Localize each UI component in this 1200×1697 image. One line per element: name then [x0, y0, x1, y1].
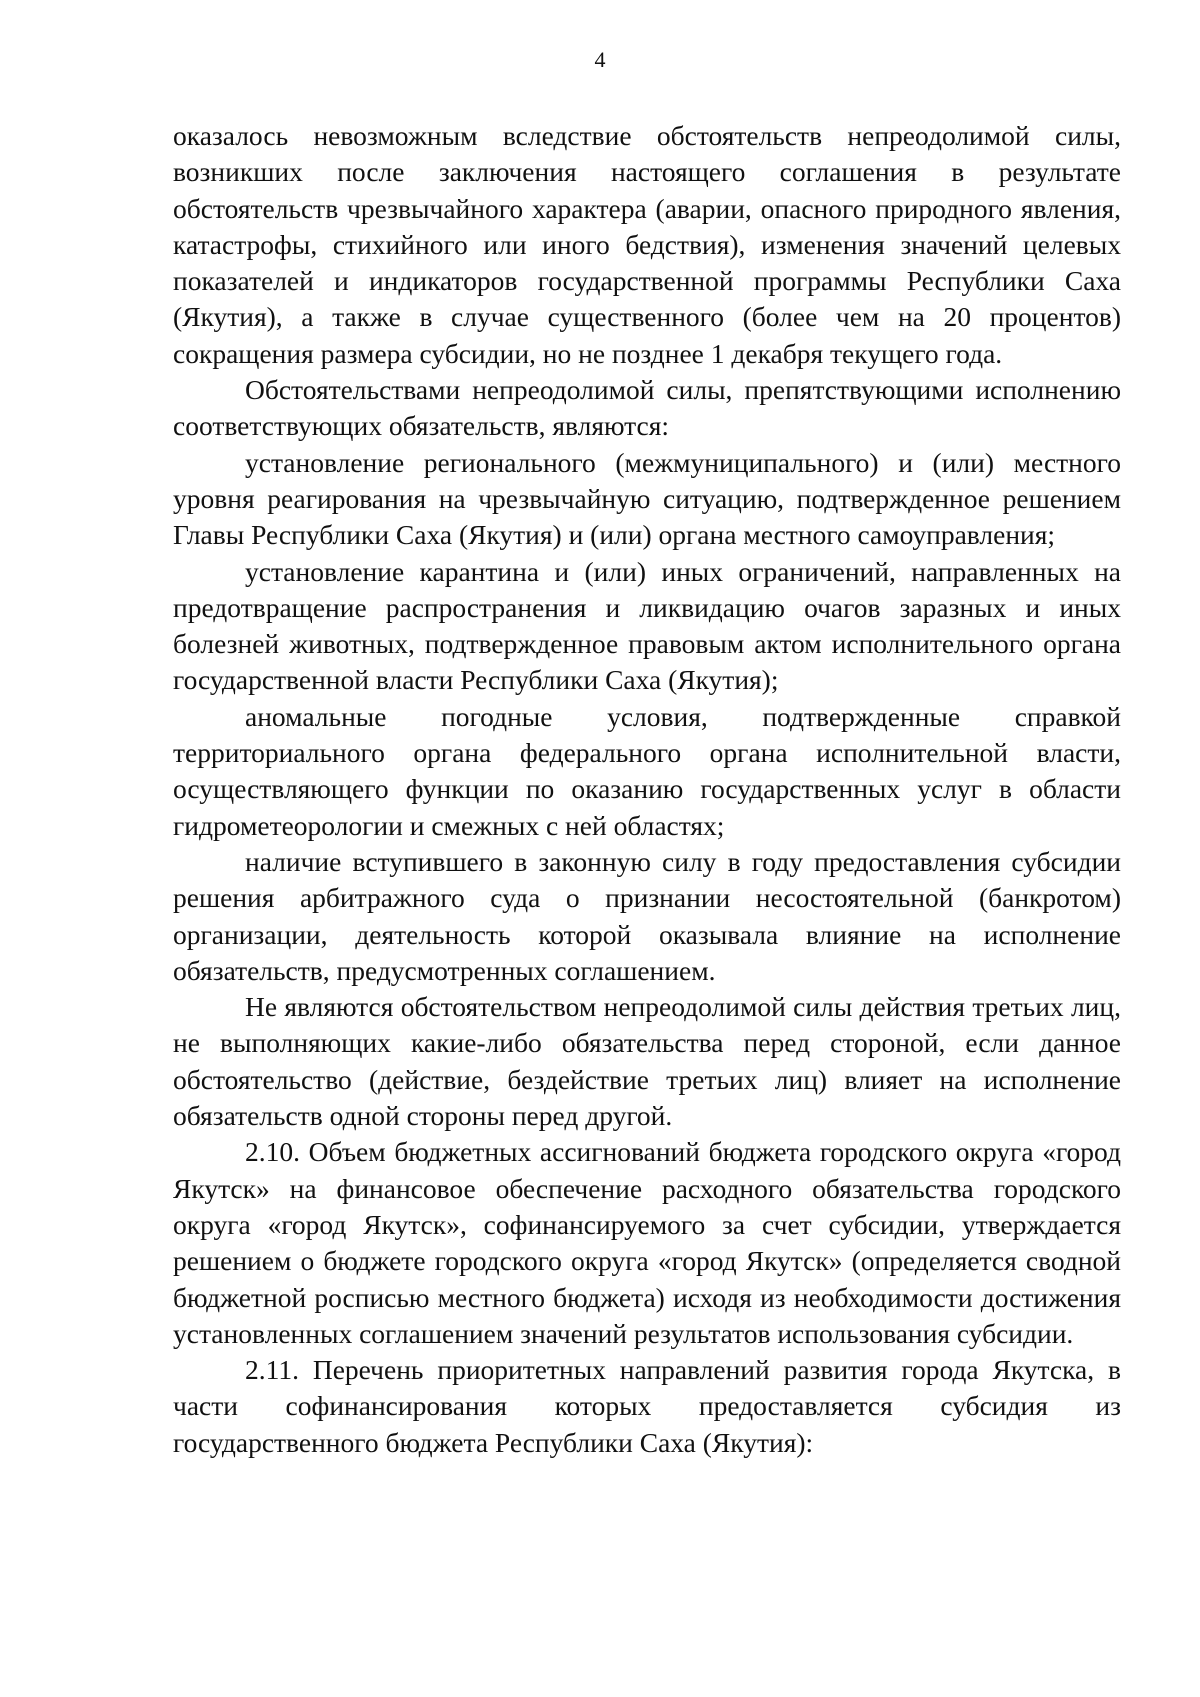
document-body — [173, 118, 1121, 1461]
paragraph-section-2-11: 2.11. Перечень приоритетных направлений развития города Якутска, в части софинансирования которых предоставляется субсидия из государственного бюджета Республики Саха (Якутия): — [173, 1354, 1121, 1458]
paragraph-emergency-response: установление регионального (межмуниципального) и (или) местного уровня реагирования на чрезвычайную ситуацию, подтвержденное решением Главы Республики Саха (Якутия) и (или) органа местного самоуправления; — [173, 446, 1121, 551]
paragraph-quarantine: установление карантина и (или) иных ограничений, направленных на предотвращение распространения и ликвидацию очагов заразных и иных болезней животных, подтвержденное правовым актом исполнительного органа государственной власти Республики Саха (Якутия); — [173, 555, 1121, 696]
paragraph-weather-conditions: аномальные погодные условия, подтвержденные справкой территориального органа федерального органа исполнительной власти, осуществляющего функции по оказанию государственных услуг в области гидрометеорологии и смежных с ней областях; — [173, 700, 1121, 841]
paragraph-force-majeure-continuation: оказалось невозможным вследствие обстоятельств непреодолимой силы, возникших после заключения настоящего соглашения в результате обстоятельств чрезвычайного характера (аварии, опасного природного явления, катастрофы, стихийного или иного бедствия), изменения значений целевых показателей и индикаторов государственной программы Республики Саха (Якутия), а также в случае существенного (более чем на 20 процентов) сокращения размера субсидии, но не позднее 1 декабря текущего года. — [173, 120, 1121, 369]
paragraph-section-2-10: 2.10. Объем бюджетных ассигнований бюджета городского округа «город Якутск» на финансовое обеспечение расходного обязательства городского округа «город Якутск», софинансируемого за счет субсидии, утверждается решением о бюджете городского округа «город Якутск» (определяется сводной бюджетной росписью местного бюджета) исходя из необходимости достижения установленных соглашением значений результатов использования субсидии. — [173, 1136, 1121, 1349]
page-number: 4 — [594, 47, 606, 72]
paragraph-force-majeure-definition: Обстоятельствами непреодолимой силы, препятствующими исполнению соответствующих обязательств, являются: — [173, 374, 1121, 442]
paragraph-bankruptcy: наличие вступившего в законную силу в году предоставления субсидии решения арбитражного суда о признании несостоятельной (банкротом) организации, деятельность которой оказывала влияние на исполнение обязательств, предусмотренных соглашением. — [173, 845, 1121, 986]
paragraph-third-parties: Не являются обстоятельством непреодолимой силы действия третьих лиц, не выполняющих какие-либо обязательства перед стороной, если данное обстоятельство (действие, бездействие третьих лиц) влияет на исполнение обязательств одной стороны перед другой. — [173, 991, 1121, 1132]
